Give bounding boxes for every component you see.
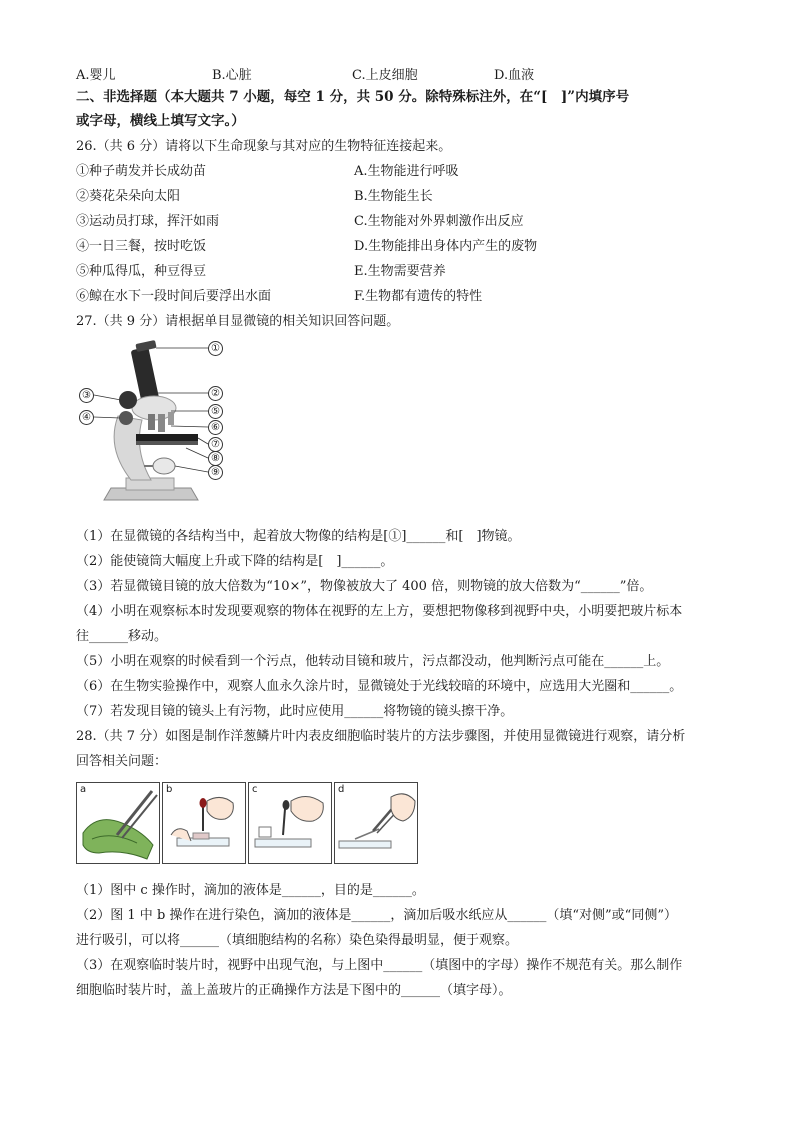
q28-line-2: （2）图 1 中 b 操作在进行染色，滴加的液体是______，滴加后吸水纸应从______（填“对侧”或“同侧”） (76, 908, 677, 923)
panel-letter-b: b (166, 784, 173, 795)
q25-option-d: D.血液 (494, 68, 535, 83)
step-panel-b (162, 782, 246, 864)
q28-stem-line1: 28.（共 7 分）如图是制作洋葱鳞片叶内表皮细胞临时装片的方法步骤图，并使用显微镜进行观察，请分析 (76, 729, 686, 744)
label-6: ⑥ (208, 420, 223, 435)
stain-dropper-icon (163, 783, 245, 863)
section-heading-line2: 或字母，横线上填写文字。） (76, 113, 245, 129)
q26-right-c: C.生物能对外界刺激作出反应 (354, 214, 524, 229)
q26-left-3: ③运动员打球，挥汗如雨 (76, 214, 220, 229)
q27-line-3: （3）若显微镜目镜的放大倍数为“10×”，物像被放大了 400 倍，则物镜的放大倍数为“______”倍。 (76, 579, 653, 594)
q26-left-6: ⑥鲸在水下一段时间后要浮出水面 (76, 289, 272, 304)
q26-right-b: B.生物能生长 (354, 189, 433, 204)
q27-line-5: （5）小明在观察的时候看到一个污点，他转动目镜和玻片，污点都没动，他判断污点可能在______上。 (76, 654, 670, 669)
q26-right-e: E.生物需要营养 (354, 264, 446, 279)
label-7: ⑦ (208, 437, 223, 452)
label-3: ③ (79, 388, 94, 403)
q27-line-4: （4）小明在观察标本时发现要观察的物体在视野的左上方，要想把物像移到视野中央，小明要把玻片标本 (76, 604, 683, 619)
panel-letter-d: d (338, 784, 345, 795)
q28-stem-line2: 回答相关问题： (76, 754, 168, 769)
q26-left-5: ⑤种瓜得瓜，种豆得豆 (76, 264, 207, 279)
q26-right-a: A.生物能进行呼吸 (354, 164, 459, 179)
microscope-leader-lines (76, 338, 226, 508)
panel-letter-a: a (80, 784, 87, 795)
step-panel-d (334, 782, 418, 864)
q26-right-f: F.生物都有遗传的特性 (354, 289, 483, 304)
q27-stem: 27.（共 9 分）请根据单目显微镜的相关知识回答问题。 (76, 314, 400, 329)
step-panel-a (76, 782, 160, 864)
q25-option-b: B.心脏 (212, 68, 252, 83)
label-4: ④ (79, 410, 94, 425)
q26-left-4: ④一日三餐，按时吃饭 (76, 239, 207, 254)
microscope-figure (76, 338, 226, 508)
q27-line-1: （1）在显微镜的各结构当中，起着放大物像的结构是[①]______和[ ]物镜。 (76, 529, 521, 544)
water-dropper-icon (249, 783, 331, 863)
q27-line-7: （7）若发现目镜的镜头上有污物，此时应使用______将物镜的镜头擦干净。 (76, 704, 514, 719)
q27-line-2: （2）能使镜筒大幅度上升或下降的结构是[ ]______。 (76, 554, 394, 569)
q26-left-1: ①种子萌发并长成幼苗 (76, 164, 207, 179)
panel-letter-c: c (252, 784, 258, 795)
label-8: ⑧ (208, 451, 223, 466)
q28-line-1: （1）图中 c 操作时，滴加的液体是______，目的是______。 (76, 883, 425, 898)
q25-option-c: C.上皮细胞 (352, 68, 418, 83)
q26-stem: 26.（共 6 分）请将以下生命现象与其对应的生物特征连接起来。 (76, 139, 452, 154)
label-9: ⑨ (208, 465, 223, 480)
q28-line-3-cont: 细胞临时装片时，盖上盖玻片的正确操作方法是下图中的______（填字母）。 (76, 983, 512, 998)
q26-right-d: D.生物能排出身体内产生的废物 (354, 239, 538, 254)
q26-left-2: ②葵花朵朵向太阳 (76, 189, 181, 204)
q27-line-4-cont: 往______移动。 (76, 629, 168, 644)
q27-line-6: （6）在生物实验操作中，观察人血永久涂片时，显微镜处于光线较暗的环境中，应选用大光圈和______。 (76, 679, 683, 694)
label-5: ⑤ (208, 404, 223, 419)
tear-epidermis-icon (77, 783, 159, 863)
label-2: ② (208, 386, 223, 401)
step-panel-c (248, 782, 332, 864)
label-1: ① (208, 341, 223, 356)
coverslip-tweezers-icon (335, 783, 417, 863)
q25-option-a: A.婴儿 (76, 68, 116, 83)
q28-line-2-cont: 进行吸引，可以将______（填细胞结构的名称）染色染得最明显，便于观察。 (76, 933, 519, 948)
q28-line-3: （3）在观察临时装片时，视野中出现气泡，与上图中______（填图中的字母）操作不规范有关。那么制作 (76, 958, 683, 973)
section-heading-line1: 二、非选择题（本大题共 7 小题，每空 1 分，共 50 分。除特殊标注外，在“[ ]”内填序号 (76, 89, 630, 105)
